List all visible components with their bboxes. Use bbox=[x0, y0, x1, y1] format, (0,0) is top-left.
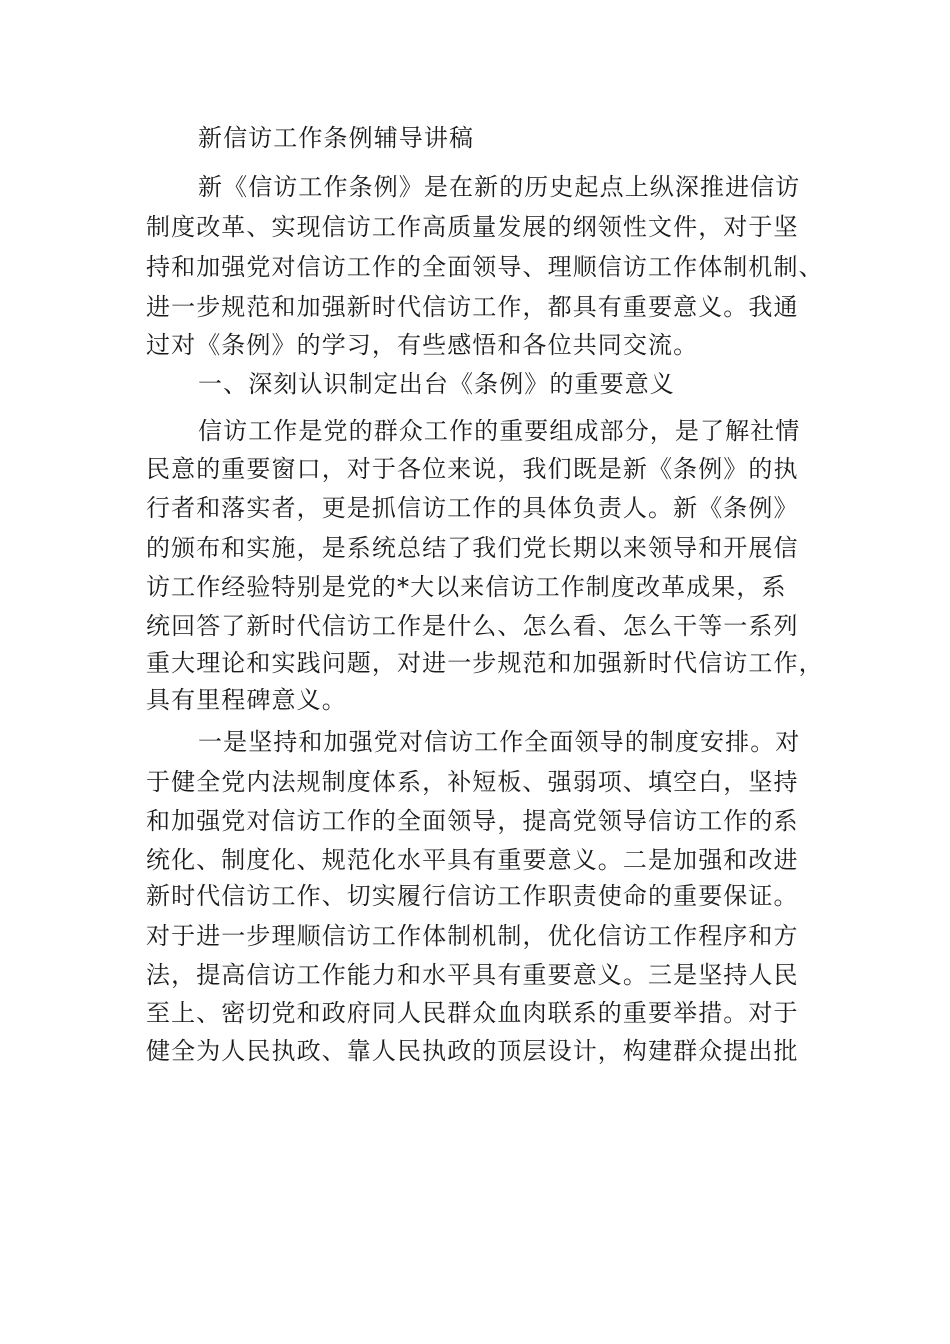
text-line: 持和加强党对信访工作的全面领导、理顺信访工作体制机制、 bbox=[146, 253, 824, 281]
text-line: 于健全党内法规制度体系，补短板、强弱项、填空白，坚持 bbox=[146, 768, 799, 796]
text-line: 对于进一步理顺信访工作体制机制，优化信访工作程序和方 bbox=[146, 922, 799, 950]
text-line: 民意的重要窗口，对于各位来说，我们既是新《条例》的执 bbox=[146, 455, 799, 483]
text-line: 统化、制度化、规范化水平具有重要意义。二是加强和改进 bbox=[146, 846, 799, 874]
text-line: 重大理论和实践问题，对进一步规范和加强新时代信访工作， bbox=[146, 649, 824, 677]
text-line: 统回答了新时代信访工作是什么、怎么看、怎么干等一系列 bbox=[146, 612, 799, 640]
text-line: 新《信访工作条例》是在新的历史起点上纵深推进信访 bbox=[198, 173, 801, 201]
text-line: 法，提高信访工作能力和水平具有重要意义。三是坚持人民 bbox=[146, 961, 799, 989]
text-line: 信访工作是党的群众工作的重要组成部分，是了解社情 bbox=[198, 417, 801, 445]
text-line: 制度改革、实现信访工作高质量发展的纲领性文件，对于坚 bbox=[146, 213, 799, 241]
text-line: 行者和落实者，更是抓信访工作的具体负责人。新《条例》 bbox=[146, 494, 799, 522]
section-heading: 一、深刻认识制定出台《条例》的重要意义 bbox=[198, 370, 675, 398]
text-line: 新时代信访工作、切实履行信访工作职责使命的重要保证。 bbox=[146, 882, 799, 910]
text-line: 健全为人民执政、靠人民执政的顶层设计，构建群众提出批 bbox=[146, 1037, 799, 1065]
text-line: 过对《条例》的学习，有些感悟和各位共同交流。 bbox=[146, 331, 699, 359]
text-line: 一是坚持和加强党对信访工作全面领导的制度安排。对 bbox=[198, 728, 801, 756]
text-line: 的颁布和实施，是系统总结了我们党长期以来领导和开展信 bbox=[146, 534, 799, 562]
text-line: 访工作经验特别是党的*大以来信访工作制度改革成果，系 bbox=[146, 573, 787, 601]
text-line: 至上、密切党和政府同人民群众血肉联系的重要举措。对于 bbox=[146, 999, 799, 1027]
text-line: 具有里程碑意义。 bbox=[146, 686, 347, 714]
document-title: 新信访工作条例辅导讲稿 bbox=[198, 124, 475, 152]
text-line: 进一步规范和加强新时代信访工作，都具有重要意义。我通 bbox=[146, 293, 799, 321]
text-line: 和加强党对信访工作的全面领导，提高党领导信访工作的系 bbox=[146, 807, 799, 835]
